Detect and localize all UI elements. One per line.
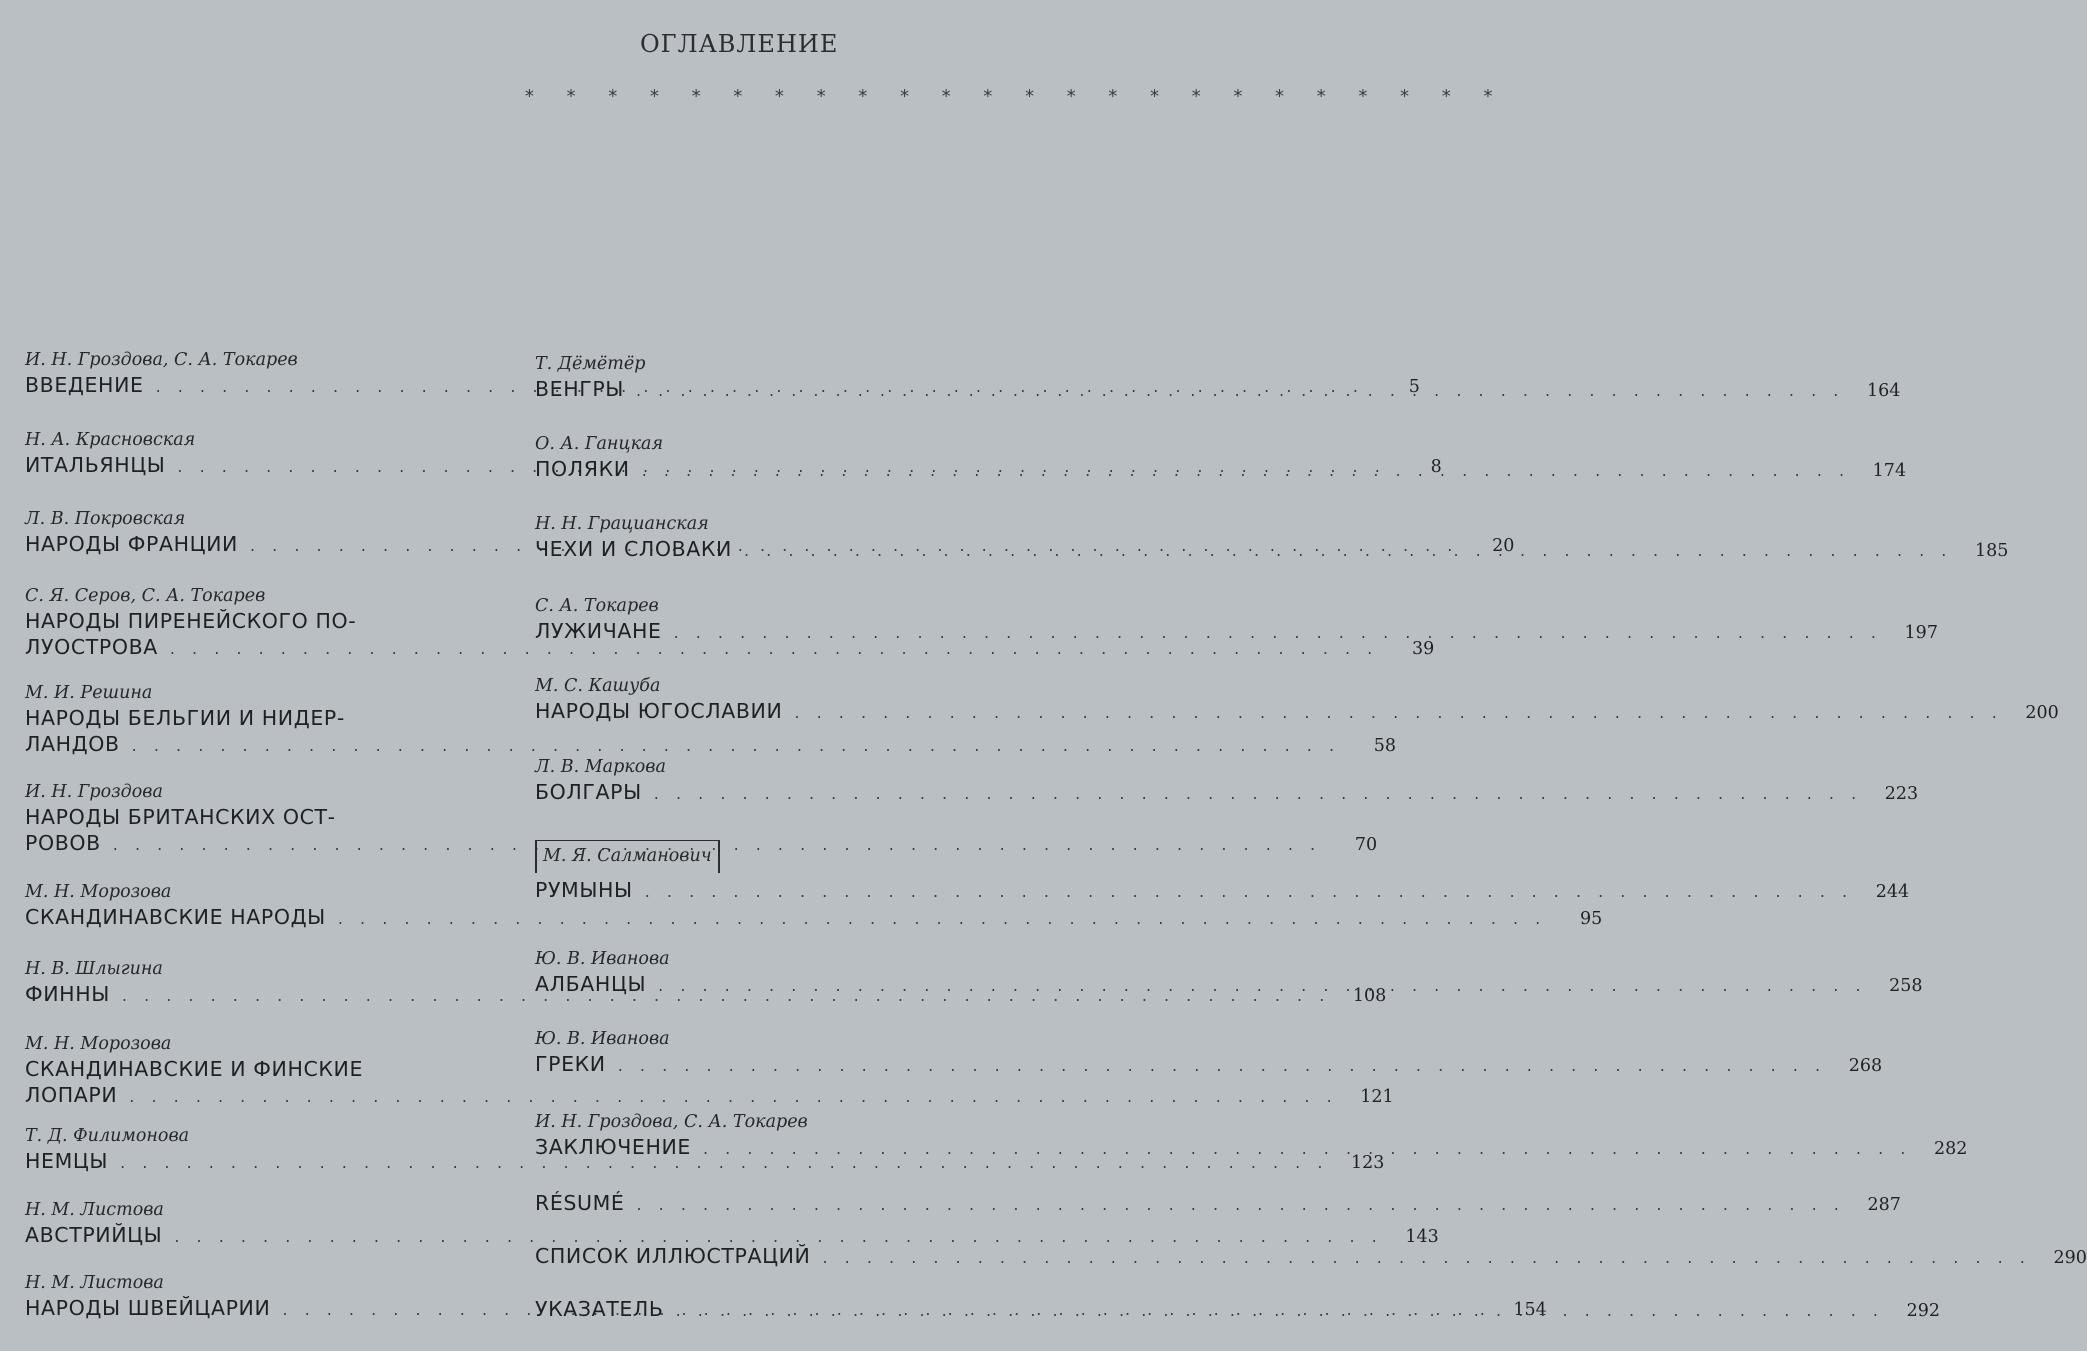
toc-entry-title-line [535,877,1910,905]
toc-entry-title-line [535,1051,1883,1079]
toc-entry-page-number: 20 [1492,536,1515,556]
toc-entry-title[interactable]: НАРОДЫ БЕЛЬГИИ И НИДЕР- [25,706,345,730]
toc-entry-page-number: 200 [2025,703,2059,723]
toc-entry-page-number: 95 [1579,909,1603,929]
toc-entry-author: Н. А. Красновская [25,430,196,450]
toc-entry-page-number: 121 [1360,1087,1394,1107]
toc-entry-author: Л. В. Маркова [535,757,666,777]
toc-entry-author: М. С. Кашуба [535,676,661,696]
dot-leader [794,700,2002,726]
toc-entry-page-number: 174 [1872,461,1907,481]
page-title: ОГЛАВЛЕНИЕ [640,30,839,58]
toc-entry-page-number: 244 [1875,882,1910,902]
toc-entry-author: И. Н. Гроздова, С. А. Токарев [25,350,298,370]
toc-entry-author: И. Н. Гроздова [25,782,163,802]
dot-leader [618,1053,1826,1079]
toc-entry-title-line [25,731,1397,759]
toc-entry-title[interactable]: БОЛГАРЫ [535,780,642,804]
toc-entry-title-line-continued [25,804,470,830]
toc-entry-author: Т. Дёмётёр [535,354,646,374]
toc-entry-author: Н. М. Листова [25,1200,164,1220]
toc-entry-author: С. Я. Серов, С. А. Токарев [25,586,266,606]
toc-entry-title[interactable]: ПОЛЯКИ [535,457,630,481]
toc-entry-title[interactable]: НЕМЦЫ [25,1149,109,1173]
toc-entry[interactable] [535,1243,2087,1271]
toc-entry-page-number: 287 [1867,1195,1901,1215]
toc-entry-title-line-continued [25,705,470,731]
dot-leader [654,781,1862,807]
toc-entry-author: М. Н. Морозова [25,1034,172,1054]
toc-entry-author: Н. Н. Грацианская [535,514,709,534]
dot-leader [645,879,1853,905]
toc-entry-title-line [25,1082,1394,1110]
dot-leader [658,973,1866,999]
toc-entry-title[interactable]: НАРОДЫ ФРАНЦИИ [25,532,238,556]
toc-entry-page-number: 123 [1351,1153,1385,1173]
toc-entry-author: Ю. В. Иванова [535,1029,670,1049]
dot-leader [636,378,1844,404]
dot-leader [642,458,1850,484]
toc-entry-title[interactable]: ЗАКЛЮЧЕНИЕ [535,1135,691,1159]
toc-entry-title[interactable]: СПИСОК ИЛЛЮСТРАЦИЙ [535,1244,811,1268]
toc-entry-page-number: 143 [1405,1227,1439,1247]
toc-entry-title-line [535,1134,1968,1162]
toc-entry[interactable] [535,1190,1901,1218]
toc-entry-author: С. А. Токарев [535,596,659,616]
toc-entry-author: Н. В. Шлыгина [25,959,163,979]
toc-entry-title[interactable]: РОВОВ [25,831,101,855]
toc-entry-title[interactable]: ИТАЛЬЯНЦЫ [25,453,166,477]
toc-entry-author: М. И. Решина [25,683,153,703]
toc-entry-title-line-continued [25,1056,470,1082]
toc-entry-author: Ю. В. Иванова [535,949,670,969]
toc-entry-page-number: 290 [2053,1248,2087,1268]
toc-entry-page-number: 8 [1430,457,1442,477]
toc-entry-title[interactable]: ВВЕДЕНИЕ [25,373,144,397]
toc-entry-page-number: 268 [1848,1056,1883,1076]
toc-entry-page-number: 223 [1884,784,1919,804]
toc-entry-title[interactable]: ЧЕХИ И СЛОВАКИ [535,537,732,561]
toc-entry-title[interactable]: НАРОДЫ ПИРЕНЕЙСКОГО ПО- [25,609,357,633]
toc-entry-title[interactable]: НАРОДЫ ШВЕЙЦАРИИ [25,1296,271,1320]
toc-entry-author: О. А. Ганцкая [535,434,664,454]
toc-entry[interactable] [535,755,1919,807]
toc-entry-title-line [25,1148,1385,1176]
toc-entry-page-number: 39 [1411,639,1435,659]
toc-entry-title-line [25,634,1435,662]
toc-entry-page-number: 185 [1974,541,2009,561]
toc-entry-page-number: 70 [1354,835,1378,855]
dot-leader [823,1245,2031,1271]
toc-entry[interactable] [535,594,1938,646]
toc-entry-author: И. Н. Гроздова, С. А. Токарев [535,1112,808,1132]
dot-leader [676,1298,1884,1324]
toc-entry-title-line [535,618,1938,646]
toc-entry-title-line [535,779,1919,807]
toc-entry-title[interactable]: ЛУОСТРОВА [25,635,158,659]
toc-entry-page-number: 108 [1352,986,1387,1006]
toc-entry-author: М. Я. Салманович [535,840,720,873]
toc-entry-title-line [25,1222,1439,1250]
toc-entry-title[interactable]: RÉSUMÉ [535,1191,625,1215]
toc-entry[interactable] [535,352,1901,404]
toc-entry[interactable] [535,432,1907,484]
toc-entry-title[interactable]: СКАНДИНАВСКИЕ НАРОДЫ [25,905,326,929]
toc-entry-page-number: 154 [1513,1300,1547,1320]
dot-leader [703,1136,1911,1162]
toc-entry-title[interactable]: АВСТРИЙЦЫ [25,1223,163,1247]
toc-entry-author: Л. В. Покровская [25,509,186,529]
toc-entry-title[interactable]: УКАЗАТЕЛЬ [535,1297,664,1321]
toc-entry-page-number: 58 [1373,736,1397,756]
toc-entry-title[interactable]: РУМЫНЫ [535,878,633,902]
toc-entry-title-line-continued [25,608,470,634]
star-ornament-divider: * * * * * * * * * * * * * * * * * * * * * * * * [524,86,1504,107]
toc-entry-author: М. Н. Морозова [25,882,172,902]
toc-entry-title[interactable]: ФИННЫ [25,982,110,1006]
dot-leader [636,1192,1844,1218]
toc-entry-title[interactable]: ЛОПАРИ [25,1083,118,1107]
toc-entry-title-line [535,698,2059,726]
dot-leader [744,538,1952,564]
toc-entry-title[interactable]: ЛАНДОВ [25,732,120,756]
toc-entry-author: Т. Д. Филимонова [25,1126,190,1146]
toc-entry-title-line [535,1243,2087,1271]
toc-entry-title[interactable]: ЛУЖИЧАНЕ [535,619,662,643]
toc-entry-title-line [535,456,1907,484]
toc-entry-title-line [535,376,1901,404]
dot-leader [338,906,1546,932]
toc-entry-title[interactable]: АЛБАНЦЫ [535,972,647,996]
toc-entry-page-number: 282 [1933,1139,1968,1159]
toc-entry[interactable] [535,1110,1968,1162]
dot-leader [129,1084,1337,1110]
dot-leader [674,620,1882,646]
toc-entry-page-number: 5 [1408,377,1420,397]
toc-entry-title[interactable]: НАРОДЫ БРИТАНСКИХ ОСТ- [25,805,336,829]
toc-entry-author: Н. М. Листова [25,1273,164,1293]
toc-entry-title[interactable]: ГРЕКИ [535,1052,606,1076]
toc-entry-page-number: 258 [1889,976,1923,996]
toc-entry-title[interactable]: СКАНДИНАВСКИЕ И ФИНСКИЕ [25,1057,364,1081]
toc-entry[interactable] [535,1027,1883,1079]
toc-entry-title[interactable]: НАРОДЫ ЮГОСЛАВИИ [535,699,783,723]
toc-entry-page-number: 292 [1906,1301,1940,1321]
toc-entry-title-line [535,1190,1901,1218]
toc-entry-title[interactable]: ВЕНГРЫ [535,377,624,401]
toc-entry-title-line [25,904,1603,932]
toc-entry-page-number: 197 [1904,623,1938,643]
toc-entry[interactable] [535,674,2059,726]
toc-entry-page-number: 164 [1866,381,1901,401]
